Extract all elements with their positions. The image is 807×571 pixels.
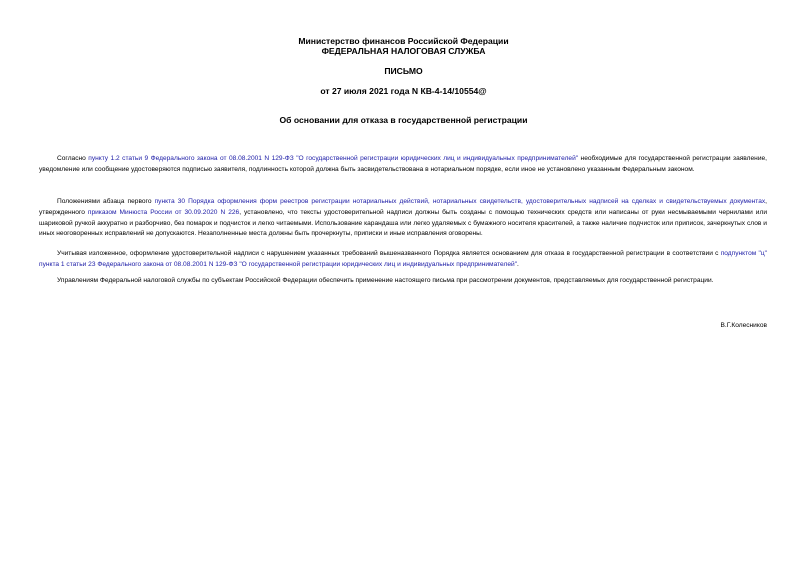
- paragraph-text: Учитывая изложенное, оформление удостоверительной надписи с нарушением указанных требований вышеназванного Порядка является основанием для отказа в государственной регистрации в соответствии с: [57, 250, 721, 257]
- document-type: ПИСЬМО: [384, 66, 423, 76]
- paragraph-text: Положениями абзаца первого: [57, 198, 155, 205]
- paragraph-text: необходимые для государственной регистрации заявление, уведомление или сообщение удостоверяются подписью заявителя, подлинность которой должна быть засвидетельствована в нотариальном порядке, если иное не установлено указанным Федеральным законом.: [39, 155, 768, 173]
- paragraph-text: , установлено, что тексты удостоверительной надписи должны быть созданы с помощью технических средств или написаны от руки несмываемыми чернилами или шариковой ручкой аккуратно и разборчиво, без помарок и подчисток и легко читаемыми. Использование карандаша или легко удаляемых с бумажного носителя красителей, а также наличие подчисток или приписок, зачеркнутых слов и иных неоговоренных исправлений не допускаются. Незаполненные места должны быть прочеркнуты, приписки и иные исправления оговорены.: [39, 208, 767, 238]
- ministry-name: Министерство финансов Российской Федерации: [298, 36, 509, 46]
- paragraph-3: [39, 249, 767, 271]
- signature: В.Г.Колесников: [720, 322, 767, 329]
- law-link-129fz-art23[interactable]: подпунктом "ц" пункта 1 статьи 23 Федерального закона от 08.08.2001 N 129-ФЗ "О государственной регистрации юридических лиц и индивидуальных предпринимателей": [39, 250, 767, 268]
- document-date-number: от 27 июля 2021 года N КВ-4-14/10554@: [320, 86, 487, 96]
- document-subject: Об основании для отказа в государственной регистрации: [279, 115, 528, 125]
- order-link-226[interactable]: приказом Минюста России от 30.09.2020 N 226: [87, 208, 240, 216]
- paragraph-text: .: [517, 260, 519, 268]
- paragraph-text: Согласно: [57, 155, 89, 162]
- service-name: ФЕДЕРАЛЬНАЯ НАЛОГОВАЯ СЛУЖБА: [321, 46, 486, 56]
- paragraph-text: Управлениям Федеральной налоговой службы по субъектам Российской Федерации обеспечить применение настоящего письма при рассмотрении документов, представляемых для государственной регистрации.: [57, 277, 714, 284]
- law-link-129fz-art9[interactable]: пункту 1.2 статьи 9 Федерального закона от 08.08.2001 N 129-ФЗ "О государственной регистрации юридических лиц и индивидуальных предпринимателей": [88, 155, 579, 162]
- paragraph-2: [39, 197, 767, 240]
- procedure-link-p30[interactable]: пункта 30 Порядка оформления форм реестров регистрации нотариальных действий, нотариальных свидетельств, удостоверительных надписей на сделках и свидетельствуемых документах: [154, 198, 766, 205]
- paragraph-1: [39, 154, 767, 176]
- paragraph-4: [39, 276, 767, 287]
- paragraph-text: , утвержденного: [39, 198, 768, 216]
